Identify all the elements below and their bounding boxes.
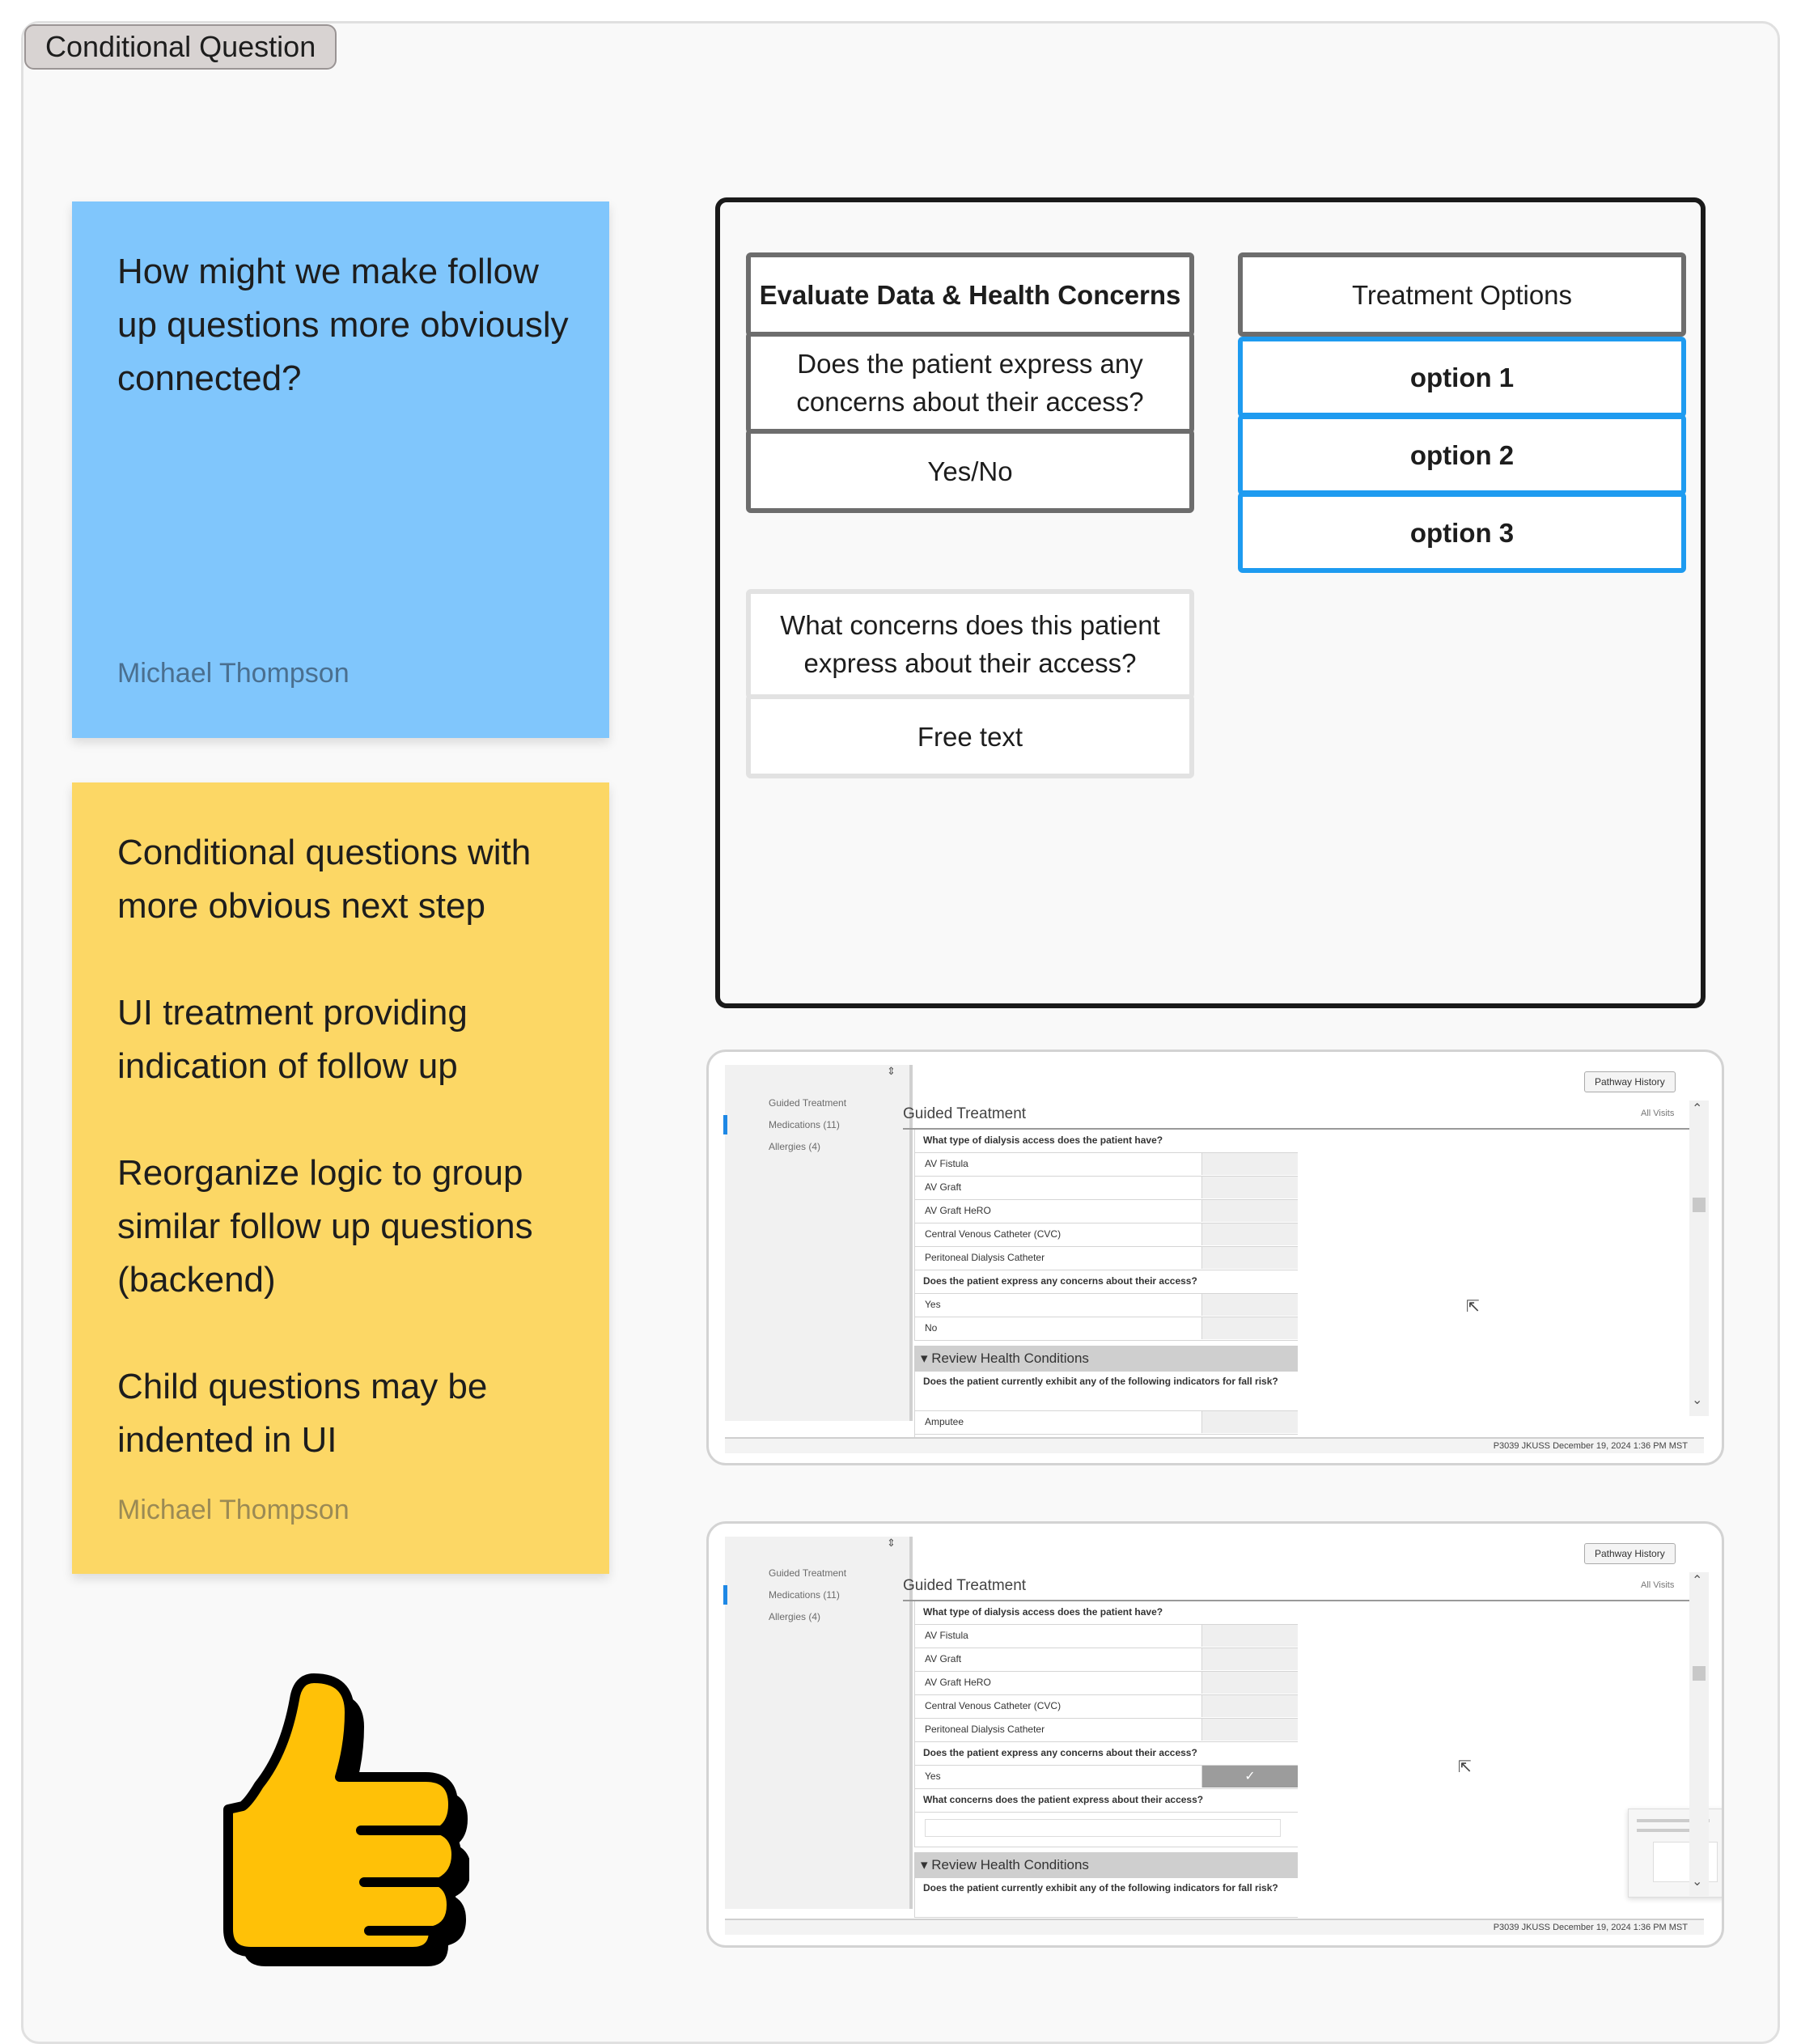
all-visits-link[interactable]: All Visits [1641, 1109, 1675, 1118]
option-row[interactable] [914, 1719, 1298, 1742]
option-label: Yes [925, 1299, 941, 1310]
option-row[interactable] [914, 1153, 1298, 1177]
check-icon[interactable]: ✓ [1201, 1766, 1298, 1787]
frame-title[interactable]: Conditional Question [24, 24, 337, 70]
question-dialysis-access: What type of dialysis access does the patient have? [914, 1601, 1298, 1625]
thumbnail-line [1637, 1829, 1693, 1832]
option-row-yes-selected[interactable] [914, 1766, 1298, 1789]
option-row[interactable] [914, 1625, 1298, 1648]
cursor-icon: ⇱ [1458, 1758, 1472, 1776]
status-bar: P3039 JKUSS December 19, 2024 1:36 PM MST [725, 1437, 1704, 1453]
sidebar-item-medications[interactable]: Medications (11) [769, 1589, 840, 1601]
sidebar-item-medications[interactable]: Medications (11) [769, 1119, 840, 1130]
pathway-history-button[interactable]: Pathway History [1584, 1071, 1676, 1092]
option-cell[interactable] [1201, 1695, 1298, 1717]
review-label: Review Health Conditions [931, 1857, 1089, 1872]
option-label: Peritoneal Dialysis Catheter [925, 1252, 1045, 1263]
question-concerns: Does the patient express any concerns about their access? [914, 1270, 1298, 1294]
scrollbar[interactable] [1689, 1572, 1709, 1896]
sticky-note-text: How might we make follow up questions more obviously connected? [117, 252, 569, 398]
option-3-box[interactable]: option 3 [1238, 492, 1686, 573]
option-label: AV Fistula [925, 1158, 968, 1169]
option-cell[interactable] [1201, 1625, 1298, 1647]
option-label: Central Venous Catheter (CVC) [925, 1700, 1062, 1711]
sidebar-item-guided-treatment[interactable]: Guided Treatment [769, 1567, 847, 1579]
option-label: No [925, 1322, 938, 1334]
option-label: AV Graft [925, 1653, 962, 1664]
option-row[interactable] [914, 1200, 1298, 1223]
caret-down-icon: ▾ [921, 1351, 932, 1366]
all-visits-link[interactable]: All Visits [1641, 1580, 1675, 1590]
sidebar-item-allergies[interactable]: Allergies (4) [769, 1141, 821, 1152]
chevron-up-icon[interactable]: ⌃ [1692, 1102, 1703, 1116]
active-indicator [723, 1115, 727, 1134]
treatment-options-header[interactable]: Treatment Options [1238, 252, 1686, 337]
section-title: Guided Treatment [903, 1577, 1027, 1594]
sidebar-item-guided-treatment[interactable]: Guided Treatment [769, 1097, 847, 1109]
option-cell[interactable] [1201, 1177, 1298, 1198]
concerns-text-input[interactable] [925, 1819, 1281, 1837]
option-row[interactable] [914, 1672, 1298, 1695]
option-cell[interactable] [1201, 1648, 1298, 1670]
concerns-text-row [914, 1813, 1298, 1847]
ehr-screenshot-2[interactable] [706, 1521, 1724, 1948]
sticky-note-line: Child questions may be indented in UI [117, 1367, 488, 1460]
cursor-icon: ⇱ [1466, 1298, 1480, 1316]
option-label: AV Fistula [925, 1630, 968, 1641]
question-box-what-concerns[interactable]: What concerns does this patient express about their access? [746, 589, 1194, 699]
question-list [914, 1601, 1298, 1918]
option-label: Yes [925, 1770, 941, 1782]
option-row[interactable] [914, 1177, 1298, 1200]
question-dialysis-access: What type of dialysis access does the patient have? [914, 1130, 1298, 1153]
chevron-up-icon[interactable]: ⌃ [1692, 1574, 1703, 1588]
option-label: Central Venous Catheter (CVC) [925, 1228, 1062, 1240]
option-cell[interactable] [1201, 1317, 1298, 1339]
option-2-box[interactable]: option 2 [1238, 414, 1686, 495]
thumbs-up-icon[interactable] [210, 1672, 469, 1979]
option-label: Peritoneal Dialysis Catheter [925, 1724, 1045, 1735]
scrollbar[interactable] [1689, 1100, 1709, 1416]
option-cell[interactable] [1201, 1200, 1298, 1222]
sticky-note-author: Michael Thompson [117, 658, 350, 689]
question-fall-risk: Does the patient currently exhibit any of the following indicators for fall risk? [914, 1878, 1298, 1918]
option-row[interactable] [914, 1223, 1298, 1247]
mockup-diagram[interactable] [715, 197, 1706, 1008]
pathway-history-button[interactable]: Pathway History [1584, 1543, 1676, 1564]
active-indicator [723, 1585, 727, 1605]
option-row-amputee[interactable] [914, 1411, 1298, 1435]
sticky-note-line: Conditional questions with more obvious next step [117, 833, 532, 926]
scroll-thumb[interactable] [1693, 1198, 1706, 1212]
option-1-box[interactable]: option 1 [1238, 337, 1686, 418]
question-what-concerns: What concerns does the patient express about their access? [914, 1789, 1298, 1813]
option-row[interactable] [914, 1247, 1298, 1270]
option-row-yes[interactable] [914, 1294, 1298, 1317]
question-list [914, 1130, 1298, 1447]
sticky-note-author: Michael Thompson [117, 1495, 350, 1525]
pin-icon[interactable]: ⇕ [887, 1537, 896, 1549]
sticky-note-line: Reorganize logic to group similar follow up questions (backend) [117, 1153, 533, 1300]
option-cell[interactable] [1201, 1247, 1298, 1269]
sticky-note-blue[interactable] [72, 201, 609, 738]
review-health-conditions-header[interactable] [914, 1852, 1298, 1878]
status-bar: P3039 JKUSS December 19, 2024 1:36 PM MST [725, 1919, 1704, 1935]
ehr-sidebar [725, 1065, 913, 1421]
question-concerns: Does the patient express any concerns about their access? [914, 1742, 1298, 1766]
review-label: Review Health Conditions [931, 1351, 1089, 1366]
sticky-note-line: UI treatment providing indication of follow up [117, 993, 468, 1086]
option-cell[interactable] [1201, 1411, 1298, 1433]
pin-icon[interactable]: ⇕ [887, 1065, 896, 1077]
option-label: AV Graft [925, 1181, 962, 1193]
caret-down-icon: ▾ [921, 1857, 932, 1872]
answer-box-yes-no[interactable]: Yes/No [746, 429, 1194, 513]
chevron-down-icon[interactable]: ⌄ [1692, 1875, 1703, 1889]
section-title: Guided Treatment [903, 1105, 1027, 1122]
review-health-conditions-header[interactable] [914, 1346, 1298, 1372]
sidebar-item-allergies[interactable]: Allergies (4) [769, 1611, 821, 1622]
question-box-concerns[interactable]: Does the patient express any concerns about their access? [746, 332, 1194, 434]
evaluate-header[interactable]: Evaluate Data & Health Concerns [746, 252, 1194, 337]
option-label: AV Graft HeRO [925, 1205, 991, 1216]
option-label: Amputee [925, 1416, 964, 1427]
ehr-screenshot-1[interactable] [706, 1050, 1724, 1465]
thumbnail-preview[interactable] [1628, 1809, 1724, 1898]
option-cell[interactable] [1201, 1719, 1298, 1741]
question-fall-risk: Does the patient currently exhibit any of the following indicators for fall risk? [914, 1372, 1298, 1411]
answer-box-free-text[interactable]: Free text [746, 694, 1194, 778]
option-label: AV Graft HeRO [925, 1677, 991, 1688]
option-cell[interactable] [1201, 1294, 1298, 1316]
option-cell[interactable] [1201, 1153, 1298, 1175]
scroll-thumb[interactable] [1693, 1666, 1706, 1681]
ehr-sidebar [725, 1537, 913, 1909]
option-row[interactable] [914, 1695, 1298, 1719]
sticky-note-yellow[interactable] [72, 782, 609, 1574]
option-cell[interactable] [1201, 1672, 1298, 1694]
option-row[interactable] [914, 1648, 1298, 1672]
chevron-down-icon[interactable]: ⌄ [1692, 1393, 1703, 1407]
option-cell[interactable] [1201, 1223, 1298, 1245]
option-row-no[interactable] [914, 1317, 1298, 1341]
